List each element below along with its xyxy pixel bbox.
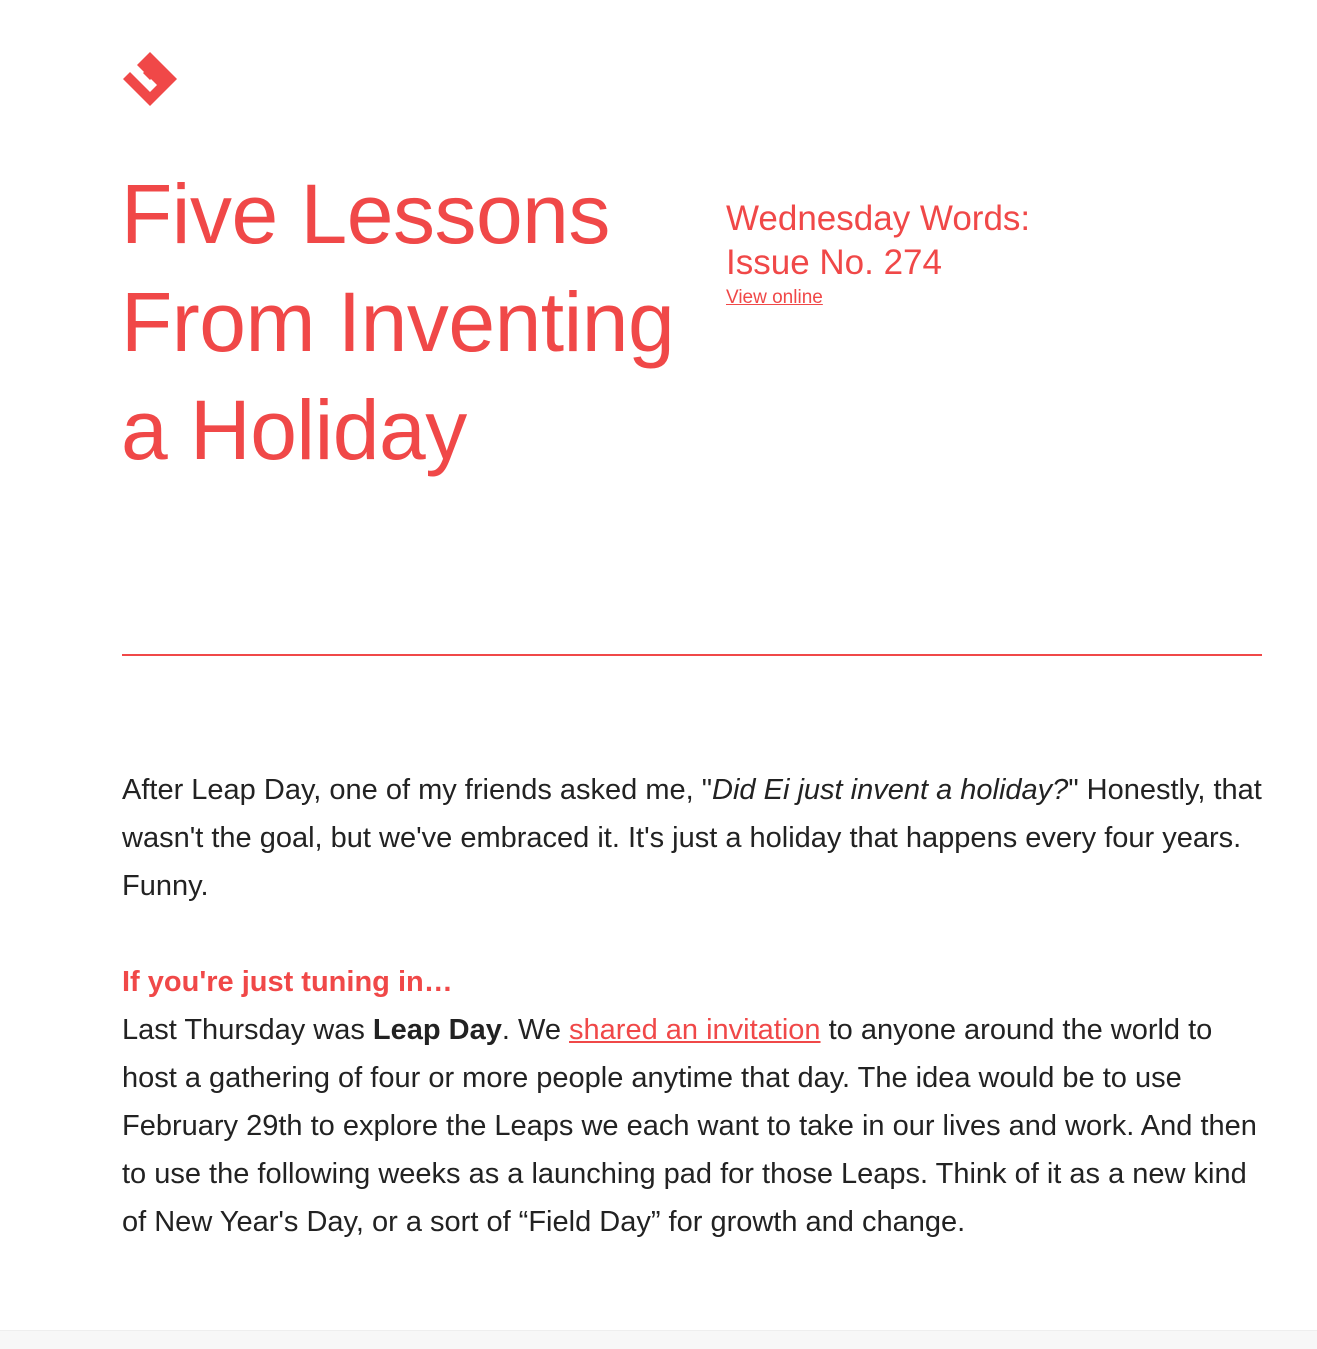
- shared-invitation-link[interactable]: shared an invitation: [569, 1014, 821, 1046]
- leap-day-bold: Leap Day: [372, 1014, 502, 1046]
- page-title: Five Lessons From Inventing a Holiday: [121, 167, 675, 477]
- intro-paragraph: [122, 766, 1272, 910]
- issue-number: Issue No. 274: [726, 243, 942, 282]
- issue-info: [726, 197, 1206, 309]
- bottom-edge: [0, 1330, 1317, 1349]
- intro-text-after-quote: " Honestly, that wasn't the goal, but we've embraced it. It's just a holiday that happens every four years. Funny.: [122, 774, 1262, 902]
- paragraph-text: to anyone around the world to host a gathering of four or more people anytime that day. The idea would be to use February 29th to explore the Leaps we each want to take in our lives and work. And then to use the following weeks as a launching pad for those Leaps. Think of it as a new kind of New Year's Day, or a sort of “Field Day” for growth and change.: [122, 1014, 1257, 1238]
- ei-logo-icon: [121, 50, 179, 108]
- intro-quote: Did Ei just invent a holiday?: [712, 774, 1069, 806]
- issue-series: Wednesday Words:: [726, 199, 1031, 238]
- paragraph-text: Last Thursday was: [122, 1014, 373, 1046]
- paragraph-text: . We: [501, 1014, 570, 1046]
- view-online-link[interactable]: View online: [726, 287, 823, 308]
- leap-day-paragraph: [122, 1006, 1272, 1246]
- divider: [122, 654, 1262, 656]
- section-subheading: If you're just tuning in…: [122, 966, 453, 998]
- intro-text-before-quote: After Leap Day, one of my friends asked me, ": [122, 774, 713, 806]
